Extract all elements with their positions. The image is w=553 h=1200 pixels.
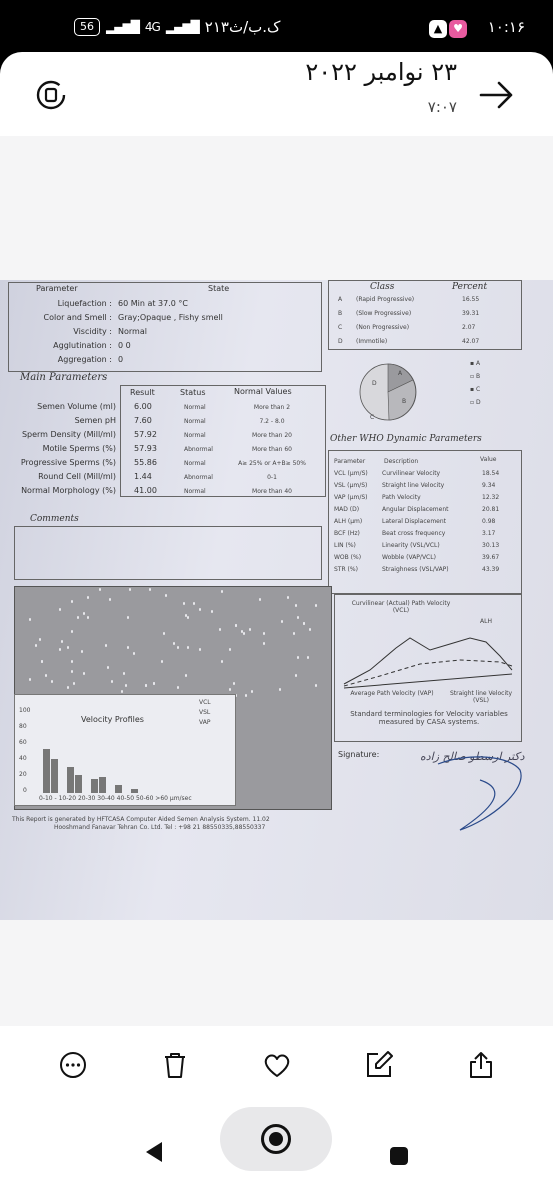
standard-terms: Standard terminologies for Velocity variables measured by CASA systems. xyxy=(350,710,508,726)
vel-legend: VSL xyxy=(199,709,211,716)
sperm-dot xyxy=(287,596,289,599)
status-bar xyxy=(0,0,553,60)
signal-icon-2: ▂▄▆█ xyxy=(165,20,199,34)
sperm-dot xyxy=(45,674,47,677)
who-d: Lateral Displacement xyxy=(382,518,447,525)
vel-y-tick: 40 xyxy=(19,755,27,762)
mp-status: Normal xyxy=(184,404,206,411)
mp-status: Normal xyxy=(184,418,206,425)
class-code: A xyxy=(338,296,343,303)
bar xyxy=(51,759,58,793)
mp-result: 55.86 xyxy=(134,458,157,467)
signal-icon: ▂▄▆█ xyxy=(106,20,139,34)
row-value: Gray;Opaque , Fishy smell xyxy=(118,313,223,322)
who-p: ALH (µm) xyxy=(334,518,363,525)
who-head: Value xyxy=(480,456,497,463)
sperm-dot xyxy=(133,652,135,655)
sperm-dot xyxy=(111,680,113,683)
sperm-dot xyxy=(163,632,165,635)
sperm-dot xyxy=(193,602,195,605)
sperm-dot xyxy=(315,684,317,687)
signature-label: Signature: xyxy=(338,750,380,759)
legend-a: ▪ A xyxy=(470,360,481,367)
sperm-dot xyxy=(35,644,37,647)
who-p: VCL (µm/S) xyxy=(334,470,368,477)
sperm-dot xyxy=(187,616,189,619)
sperm-dot xyxy=(309,628,311,631)
mp-status: Normal xyxy=(184,488,206,495)
velocity-path-diagram xyxy=(340,620,516,700)
sperm-dot xyxy=(99,588,101,591)
sperm-dot xyxy=(59,648,61,651)
main-params-heading: Main Parameters xyxy=(20,372,108,383)
share-icon[interactable] xyxy=(466,1050,496,1080)
vel-y-tick: 80 xyxy=(19,723,27,730)
sperm-dot xyxy=(229,688,231,691)
image-canvas[interactable] xyxy=(0,136,553,1026)
who-d: Straighness (VSL/VAP) xyxy=(382,566,449,573)
sperm-dot xyxy=(67,686,69,689)
path-title: Curvilinear (Actual) Path Velocity (VCL) xyxy=(351,600,451,614)
signature-name: دکتر ارسطو صالح زاده xyxy=(420,750,525,763)
mp-name: Semen Volume (ml) xyxy=(37,402,116,411)
mp-name: Semen pH xyxy=(74,416,116,425)
sperm-dot xyxy=(129,588,131,591)
who-p: STR (%) xyxy=(334,566,358,573)
vel-bars xyxy=(39,735,189,793)
param-head: Parameter xyxy=(36,284,78,293)
sperm-dot xyxy=(199,608,201,611)
sperm-dot xyxy=(41,660,43,663)
pie-label: A xyxy=(398,370,403,377)
mp-name: Sperm Density (Mill/ml) xyxy=(21,430,116,439)
class-name: (Immotile) xyxy=(356,338,388,345)
class-code: C xyxy=(338,324,343,331)
nav-back-icon[interactable] xyxy=(144,1141,164,1163)
row-label: Agglutination : xyxy=(53,341,112,350)
sperm-dot xyxy=(233,682,235,685)
page-title: ۲۳ نوامبر ۲۰۲۲ xyxy=(305,58,457,86)
sperm-dot xyxy=(229,648,231,651)
mp-result: 1.44 xyxy=(134,472,152,481)
pie-label: B xyxy=(402,398,407,405)
row-label: Aggregation : xyxy=(57,355,112,364)
sperm-dot xyxy=(71,630,73,633)
delete-icon[interactable] xyxy=(160,1050,190,1080)
sperm-dot xyxy=(59,608,61,611)
bar xyxy=(43,749,50,793)
signature-ink xyxy=(430,750,530,840)
sperm-dot xyxy=(293,632,295,635)
report-photo xyxy=(0,280,553,920)
parameter-box xyxy=(8,282,322,372)
more-icon[interactable] xyxy=(58,1050,88,1080)
who-p: VAP (µm/S) xyxy=(334,494,368,501)
sperm-dot xyxy=(187,646,189,649)
state-head: State xyxy=(208,284,230,293)
sperm-dot xyxy=(235,624,237,627)
sperm-dot xyxy=(161,660,163,663)
nav-home-button[interactable] xyxy=(220,1107,332,1171)
who-d: Path Velocity xyxy=(382,494,421,501)
row-value: 0 0 xyxy=(118,341,131,350)
app-notification-icon-2: ♥ xyxy=(449,20,467,38)
sperm-dot xyxy=(263,632,265,635)
favorite-icon[interactable] xyxy=(262,1050,292,1080)
sperm-dot xyxy=(61,640,63,643)
bar xyxy=(67,767,74,793)
class-pct: 39.31 xyxy=(462,310,480,317)
legend-label: C xyxy=(475,386,481,393)
sperm-dot xyxy=(67,646,69,649)
report-footer: This Report is generated by HFTCASA Computer Aided Semen Analysis System. 11.02 xyxy=(12,816,270,823)
mp-head: Normal Values xyxy=(234,387,292,396)
row-value: Normal xyxy=(118,327,147,336)
sperm-dot xyxy=(243,632,245,635)
sperm-dot xyxy=(109,598,111,601)
row-label: Color and Smell : xyxy=(43,313,112,322)
sperm-dot xyxy=(127,616,129,619)
sperm-dot xyxy=(219,628,221,631)
status-left xyxy=(74,18,280,36)
percent-head: Percent xyxy=(452,282,488,292)
velocity-title: Velocity Profiles xyxy=(81,715,144,724)
mp-normal: A≥ 25% or A+B≥ 50% xyxy=(238,460,306,467)
sperm-dot xyxy=(297,616,299,619)
class-pie-chart xyxy=(358,362,418,422)
who-p: WOB (%) xyxy=(334,554,362,561)
sperm-dot xyxy=(39,638,41,641)
mp-result: 7.60 xyxy=(134,416,152,425)
class-code: D xyxy=(338,338,343,345)
mp-normal: More than 40 xyxy=(252,488,292,495)
action-bar xyxy=(0,1026,553,1200)
sperm-dot xyxy=(281,620,283,623)
sperm-dot xyxy=(295,604,297,607)
sperm-dot xyxy=(251,690,253,693)
who-head: Parameter xyxy=(334,458,366,465)
sperm-dot xyxy=(263,642,265,645)
legend-label: D xyxy=(475,399,481,406)
row-value: 0 xyxy=(118,355,124,364)
sperm-dot xyxy=(127,646,129,649)
sperm-dot xyxy=(121,690,123,693)
class-pct: 16.55 xyxy=(462,296,480,303)
who-v: 3.17 xyxy=(482,530,496,537)
velocity-profile-chart xyxy=(14,694,236,806)
sperm-dot xyxy=(87,596,89,599)
sperm-dot xyxy=(199,648,201,651)
vel-y-tick: 0 xyxy=(23,787,27,794)
vel-x-axis: 0-10 - 10-20 20-30 30-40 40-50 50-60 >60 µm/sec xyxy=(39,795,192,802)
mp-result: 57.93 xyxy=(134,444,157,453)
who-v: 9.34 xyxy=(482,482,496,489)
mp-normal: 0-1 xyxy=(267,474,277,481)
sperm-dot xyxy=(71,670,73,673)
sperm-dot xyxy=(125,684,127,687)
edit-icon[interactable] xyxy=(364,1050,394,1080)
who-d: Curvilinear Velocity xyxy=(382,470,441,477)
sperm-dot xyxy=(105,644,107,647)
vel-legend: VAP xyxy=(199,719,211,726)
row-label: Viscidity : xyxy=(73,327,112,336)
sperm-dot xyxy=(51,680,53,683)
nav-recents-icon[interactable] xyxy=(390,1147,408,1165)
sperm-dot xyxy=(307,656,309,659)
who-head: Description xyxy=(384,458,419,465)
straight-label: Straight line Velocity (VSL) xyxy=(449,690,513,704)
bar xyxy=(91,779,98,793)
vel-y-tick: 60 xyxy=(19,739,27,746)
sperm-dot xyxy=(173,642,175,645)
sperm-dot xyxy=(77,616,79,619)
class-pct: 42.07 xyxy=(462,338,480,345)
sperm-dot xyxy=(71,660,73,663)
who-v: 20.81 xyxy=(482,506,500,513)
sperm-dot xyxy=(165,594,167,597)
who-v: 12.32 xyxy=(482,494,500,501)
bar xyxy=(75,775,82,793)
arrow-right-icon[interactable] xyxy=(479,80,515,110)
who-d: Linearity (VSL/VCL) xyxy=(382,542,440,549)
bar xyxy=(99,777,106,793)
vel-y-tick: 20 xyxy=(19,771,27,778)
class-name: (Rapid Progressive) xyxy=(356,296,415,303)
report-footer-2: Hooshmand Fanavar Tehran Co. Ltd. Tel : +98 21 88550335,88550337 xyxy=(54,824,266,831)
who-v: 30.13 xyxy=(482,542,500,549)
app-notification-icon: ▲ xyxy=(429,20,447,38)
mp-status: Normal xyxy=(184,432,206,439)
mp-head: Status xyxy=(180,388,206,397)
legend-label: A xyxy=(475,360,481,367)
mp-status: Abnormal xyxy=(184,474,213,481)
who-p: MAD (D) xyxy=(334,506,360,513)
rotate-icon[interactable] xyxy=(34,78,68,112)
mp-name: Normal Morphology (%) xyxy=(21,486,116,495)
mp-head: Result xyxy=(130,388,155,397)
class-name: (Non Progressive) xyxy=(356,324,410,331)
who-d: Wobble (VAP/VCL) xyxy=(382,554,436,561)
sperm-dot xyxy=(71,600,73,603)
sperm-dot xyxy=(29,678,31,681)
mp-result: 41.00 xyxy=(134,486,157,495)
mp-normal: 7.2 - 8.0 xyxy=(259,418,285,425)
bar xyxy=(131,789,138,793)
mp-name: Round Cell (Mill/ml) xyxy=(38,472,116,481)
vel-legend: VCL xyxy=(199,699,211,706)
sperm-dot xyxy=(221,660,223,663)
who-v: 18.54 xyxy=(482,470,500,477)
sperm-dot xyxy=(295,674,297,677)
mp-result: 6.00 xyxy=(134,402,152,411)
vel-y-tick: 100 xyxy=(19,707,31,714)
gallery-viewer xyxy=(0,52,553,1200)
sperm-dot xyxy=(73,682,75,685)
alh-label: ALH xyxy=(480,618,492,625)
pie-label: C xyxy=(370,414,375,421)
sperm-dot xyxy=(183,602,185,605)
sperm-dot xyxy=(123,672,125,675)
sperm-dot xyxy=(177,686,179,689)
sperm-dot xyxy=(221,590,223,593)
mp-normal: More than 20 xyxy=(252,432,292,439)
sperm-dot xyxy=(241,630,243,633)
mp-normal: More than 60 xyxy=(252,446,292,453)
sperm-dot xyxy=(81,650,83,653)
who-p: VSL (µm/S) xyxy=(334,482,368,489)
who-p: LIN (%) xyxy=(334,542,356,549)
sperm-dot xyxy=(259,598,261,601)
legend-d: ▫ D xyxy=(470,399,481,406)
class-pct: 2.07 xyxy=(462,324,476,331)
who-d: Beat cross frequency xyxy=(382,530,446,537)
sperm-dot xyxy=(303,622,305,625)
who-v: 39.67 xyxy=(482,554,500,561)
viewer-header xyxy=(0,52,553,136)
sperm-dot xyxy=(185,674,187,677)
comments-box xyxy=(14,526,322,580)
who-v: 0.98 xyxy=(482,518,496,525)
who-heading: Other WHO Dynamic Parameters xyxy=(330,434,482,444)
who-p: BCF (Hz) xyxy=(334,530,360,537)
sperm-dot xyxy=(83,672,85,675)
mp-status: Normal xyxy=(184,460,206,467)
sperm-dot xyxy=(87,616,89,619)
who-d: Angular Displacement xyxy=(382,506,449,513)
network-type: 4G xyxy=(144,20,160,34)
sperm-dot xyxy=(107,666,109,669)
legend-label: B xyxy=(475,373,481,380)
mp-result: 57.92 xyxy=(134,430,157,439)
sperm-dot xyxy=(29,618,31,621)
sperm-dot xyxy=(145,684,147,687)
sperm-dot xyxy=(279,688,281,691)
class-name: (Slow Progressive) xyxy=(356,310,412,317)
sperm-dot xyxy=(315,604,317,607)
sperm-dot xyxy=(153,682,155,685)
sperm-dot xyxy=(211,610,213,613)
class-head: Class xyxy=(370,282,395,292)
mp-status: Abnormal xyxy=(184,446,213,453)
class-code: B xyxy=(338,310,343,317)
row-label: Liquefaction : xyxy=(57,299,112,308)
mp-name: Progressive Sperms (%) xyxy=(20,458,116,467)
who-d: Straight line Velocity xyxy=(382,482,445,489)
status-text: ۲۱۳ک.ب/ث xyxy=(204,18,281,36)
sperm-dot xyxy=(297,656,299,659)
sperm-dot xyxy=(249,628,251,631)
home-icon-dot xyxy=(269,1132,283,1146)
sperm-dot xyxy=(149,588,151,591)
status-time: ۱۰:۱۶ xyxy=(487,18,525,36)
sperm-dot xyxy=(83,612,85,615)
comments-heading: Comments xyxy=(30,514,79,524)
legend-c: ▪ C xyxy=(470,386,481,393)
mp-normal: More than 2 xyxy=(253,404,291,411)
avg-path-label: Average Path Velocity (VAP) xyxy=(350,690,434,697)
sperm-dot xyxy=(245,694,247,697)
legend-b: ▫ B xyxy=(470,373,481,380)
bar xyxy=(115,785,122,793)
page-subtitle: ۷:۰۷ xyxy=(427,98,457,116)
battery-icon: 56 xyxy=(74,18,100,36)
pie-label: D xyxy=(372,380,377,387)
mp-name: Motile Sperms (%) xyxy=(42,444,116,453)
sperm-dot xyxy=(177,646,179,649)
row-value: 60 Min at 37.0 °C xyxy=(118,299,188,308)
who-v: 43.39 xyxy=(482,566,500,573)
